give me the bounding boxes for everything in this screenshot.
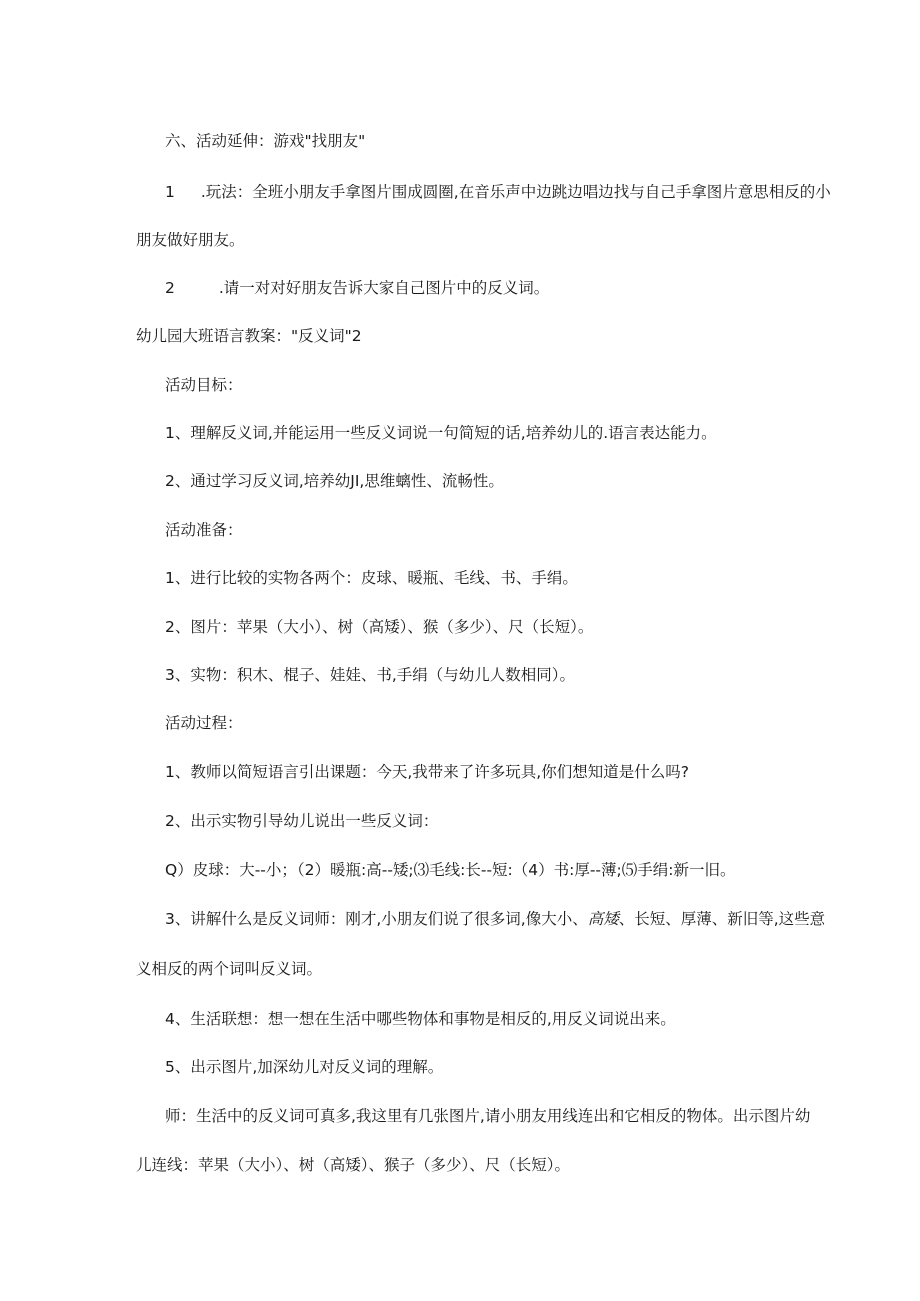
goal-1: 1、理解反义词,并能运用一些反义词说一句简短的话,培养幼儿的.语言表达能力。 — [165, 424, 717, 442]
teacher-line-2: 儿连线：苹果（大小）、树（高矮）、猴子（多少）、尺（长短）。 — [136, 1156, 571, 1174]
step-3-line-1 — [165, 909, 825, 929]
rule-1-number: 1 — [165, 183, 175, 201]
prep-heading: 活动准备： — [165, 521, 243, 539]
step-5: 5、出示图片,加深幼儿对反义词的理解。 — [165, 1058, 444, 1076]
step-1: 1、教师以简短语言引出课题：今天,我带来了许多玩具,你们想知道是什么吗? — [165, 763, 689, 781]
step-2: 2、出示实物引导幼儿说出一些反义词： — [165, 812, 439, 830]
step-3-line-2: 义相反的两个词叫反义词。 — [136, 960, 323, 978]
step-4: 4、生活联想：想一想在生活中哪些物体和事物是相反的,用反义词说出来。 — [165, 1010, 676, 1028]
goal-2: 2、通过学习反义词,培养幼JI,思维螭性、流畅性。 — [165, 472, 504, 490]
step-3-text-a: 3、讲解什么是反义词师：刚才,小朋友们说了很多词,像大小、 — [165, 910, 588, 928]
prep-1: 1、进行比较的实物各两个：皮球、暖瓶、毛线、书、手绢。 — [165, 569, 578, 587]
rule-1-line-1 — [165, 182, 831, 202]
lesson-title: 幼儿园大班语言教案："反义词"2 — [136, 327, 362, 345]
step-3-text-b: 、长短、厚薄、新旧等,这些意 — [618, 910, 826, 928]
rule-1-line-2: 朋友做好朋友。 — [136, 231, 245, 249]
section-six-heading: 六、活动延伸：游戏"找朋友" — [165, 132, 366, 150]
rule-1-text: .玩法：全班小朋友手拿图片围成圆圈,在音乐声中边跳边唱边找与自己手拿图片意思相反的小 — [200, 183, 831, 201]
rule-2-text: .请一对对好朋友告诉大家自己图片中的反义词。 — [218, 279, 550, 297]
prep-3: 3、实物：积木、棍子、娃娃、书,手绢（与幼儿人数相同）。 — [165, 666, 576, 684]
goals-heading: 活动目标： — [165, 376, 243, 394]
prep-2: 2、图片：苹果（大小）、树（高矮）、猴（多少）、尺（长短）。 — [165, 618, 594, 636]
step-3-italic-word: 高矮 — [587, 910, 619, 928]
teacher-line-1: 师：生活中的反义词可真多,我这里有几张图片,请小朋友用线连出和它相反的物体。出示图片幼 — [165, 1107, 811, 1125]
step-2-list: Q）皮球：大--小；（2）暖瓶:高--矮;⑶毛线:长--短:（4）书:厚--薄;⑸手绢:新一旧。 — [165, 861, 736, 879]
rule-2-line — [165, 278, 549, 298]
process-heading: 活动过程： — [165, 714, 243, 732]
rule-2-number: 2 — [165, 279, 175, 297]
